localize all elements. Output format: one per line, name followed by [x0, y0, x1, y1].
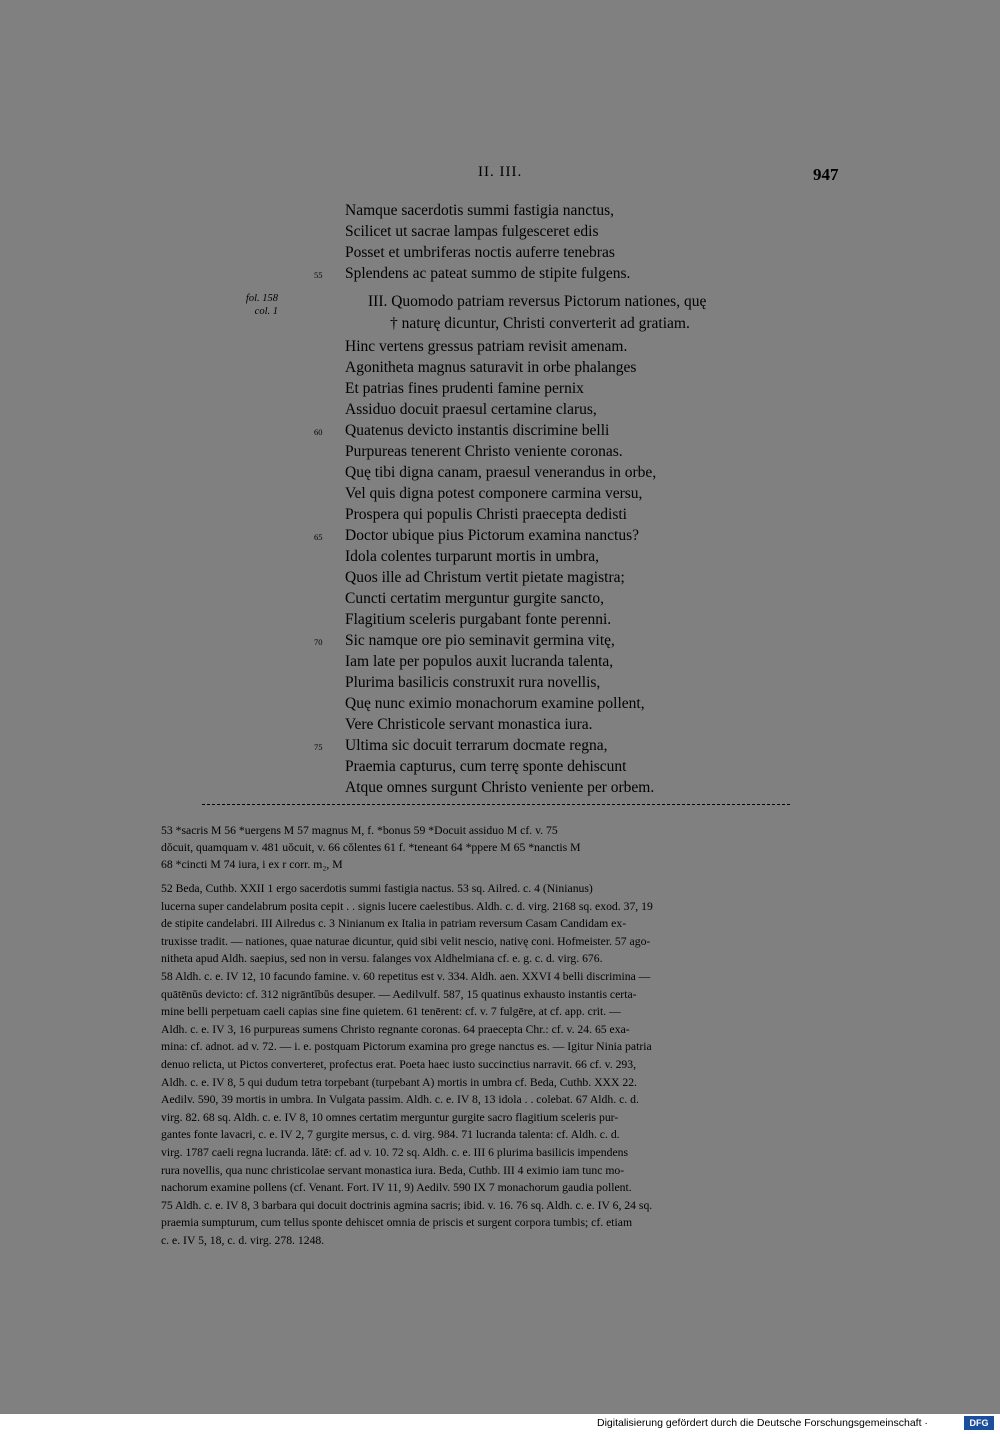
- apparatus-line: 68 *cincti M 74 iura, i ex r corr. m₂, M: [161, 858, 343, 871]
- source-line: 52 Beda, Cuthb. XXII 1 ergo sacerdotis summi fastigia nactus. 53 sq. Ailred. c. 4 (Ninianus): [161, 882, 593, 895]
- margin-note-column: col. 1: [254, 306, 278, 317]
- line-number: 70: [314, 637, 323, 647]
- verse-line: Et patrias fines prudenti famine pernix: [345, 380, 584, 397]
- verse-line: Quatenus devicto instantis discrimine belli: [345, 422, 610, 439]
- source-line: lucerna super candelabrum posita cepit . . signis lucere caelestibus. Aldh. c. d. virg. 2168 sq. exod. 37, 19: [161, 899, 653, 913]
- source-line: rura novellis, qua nunc christicolae servant monastica iura. Beda, Cuthb. III 4 eximio iam tunc mo-: [161, 1163, 625, 1177]
- verse-line: Scilicet ut sacrae lampas fulgesceret edis: [345, 223, 599, 240]
- verse-line: Posset et umbriferas noctis auferre tenebras: [345, 244, 615, 261]
- verse-line: Hinc vertens gressus patriam revisit amenam.: [345, 338, 628, 355]
- apparatus-line: 53 *sacris M 56 *uergens M 57 magnus M, f. *bonus 59 *Docuit assiduo M cf. v. 75: [161, 824, 558, 837]
- verse-line: Assiduo docuit praesul certamine clarus,: [345, 401, 597, 418]
- source-line: virg. 1787 caeli regna lucranda. lătē: cf. ad v. 10. 72 sq. Aldh. c. e. III 6 plurima basilicis impendens: [161, 1146, 629, 1159]
- funding-credit: Digitalisierung gefördert durch die Deutsche Forschungsgemeinschaft ·: [597, 1417, 928, 1429]
- source-line: 75 Aldh. c. e. IV 8, 3 barbara qui docuit doctrinis agmina sacris; ibid. v. 16. 76 sq. Aldh. c. e. IV 6, 24 sq.: [161, 1198, 653, 1212]
- dfg-logo-icon: DFG: [964, 1416, 994, 1430]
- line-number: 60: [314, 427, 323, 437]
- source-line: praemia sumpturum, cum tellus sponte dehiscet omnia de priscis et surgent corpora tumbis; cf. etiam: [161, 1216, 633, 1230]
- verse-line: Doctor ubique pius Pictorum examina nanctus?: [345, 527, 640, 544]
- apparatus-divider: [202, 804, 790, 805]
- source-line: Aldh. c. e. IV 8, 5 qui dudum tetra torpebant (turpebant A) mortis in umbra cf. Beda, Cuthb. XXX 22.: [161, 1075, 637, 1089]
- verse-line: Iam late per populos auxit lucranda talenta,: [345, 653, 614, 670]
- source-line: Aedilv. 590, 39 mortis in umbra. In Vulgata passim. Aldh. c. e. IV 8, 13 idola . . colebat. 67 Aldh. c. d.: [161, 1093, 639, 1107]
- verse-line: Purpureas tenerent Christo veniente coronas.: [345, 443, 623, 460]
- verse-line: Prospera qui populis Christi praecepta dedisti: [345, 506, 627, 523]
- verse-line: Plurima basilicis construxit rura novellis,: [345, 674, 601, 691]
- verse-line: Vel quis digna potest componere carmina versu,: [345, 485, 643, 502]
- verse-line: Idola colentes turparunt mortis in umbra,: [345, 548, 599, 565]
- verse-line: Quos ille ad Christum vertit pietate magistra;: [345, 569, 625, 586]
- source-line: de stipite candelabri. III Ailredus c. 3 Ninianum ex Italia in patriam reversum Casam Candidam ex-: [161, 917, 627, 931]
- source-line: quātēnŭs devicto: cf. 312 nigrāntĭbŭs desuper. — Aedilvulf. 587, 15 quatinus exhausto instantis certa-: [161, 987, 637, 1001]
- verse-line: Splendens ac pateat summo de stipite fulgens.: [345, 265, 631, 282]
- verse-line: Cuncti certatim merguntur gurgite sancto,: [345, 590, 604, 607]
- verse-line: Sic namque ore pio seminavit germina vitę,: [345, 632, 615, 649]
- source-line: 58 Aldh. c. e. IV 12, 10 facundo famine. v. 60 repetitus est v. 334. Aldh. aen. XXVI 4 belli discrimina —: [161, 970, 651, 983]
- margin-note-folio: fol. 158: [245, 293, 278, 304]
- verse-line: Quę tibi digna canam, praesul venerandus in orbe,: [345, 464, 657, 481]
- source-line: mina: cf. adnot. ad v. 72. — i. e. postquam Pictorum examina pro grege nanctus es. — Igitur Ninia patria: [161, 1040, 652, 1054]
- chapter-heading: III. Quomodo patriam reversus Pictorum nationes, quę: [368, 293, 707, 310]
- line-number: 65: [314, 532, 323, 542]
- line-number: 75: [314, 742, 323, 752]
- source-line: gantes fonte lavacri, c. e. IV 2, 7 gurgite mersus, c. d. virg. 984. 71 lucranda talenta: cf. Aldh. c. d.: [161, 1128, 620, 1142]
- source-line: Aldh. c. e. IV 3, 16 purpureas sumens Christo regnante coronas. 64 praecepta Chr.: cf. v. 24. 65 exa-: [161, 1022, 630, 1036]
- source-line: denuo relicta, ut Pictos converteret, profectus erat. Poeta haec iusto succinctius narravit. 66 cf. v. 293,: [161, 1058, 637, 1071]
- source-line: nitheta apud Aldh. saepius, sed non in versu. falanges vox Aldhelmiana cf. e. g. c. d. virg. 676.: [161, 952, 603, 966]
- verse-line: Agonitheta magnus saturavit in orbe phalanges: [345, 359, 637, 376]
- verse-line: Ultima sic docuit terrarum docmate regna,: [345, 737, 608, 754]
- line-number: 55: [314, 270, 323, 280]
- source-line: truxisse tradit. — nationes, quae naturae dicuntur, quid sibi velit nescio, nativę coni. Hofmeister. 57 ago-: [161, 934, 651, 948]
- chapter-heading-cont: † naturę dicuntur, Christi converterit ad gratiam.: [390, 315, 690, 332]
- source-line: nachorum examine pollens (cf. Venant. Fort. IV 11, 9) Aedilv. 590 IX 7 monachorum gaudia pollent.: [161, 1181, 632, 1195]
- source-line: c. e. IV 5, 18, c. d. virg. 278. 1248.: [161, 1234, 325, 1247]
- verse-line: Namque sacerdotis summi fastigia nanctus,: [345, 202, 615, 219]
- source-line: virg. 82. 68 sq. Aldh. c. e. IV 8, 10 omnes certatim merguntur gurgite sacro flagitium sceleris pur-: [161, 1110, 619, 1124]
- running-header: II. III.: [478, 164, 523, 180]
- verse-line: Atque omnes surgunt Christo veniente per orbem.: [345, 779, 655, 796]
- verse-line: Praemia capturus, cum terrę sponte dehiscunt: [345, 758, 627, 775]
- apparatus-line: dŏcuit, quamquam v. 481 uŏcuit, v. 66 cŏlentes 61 f. *teneant 64 *ppere M 65 *nanctis M: [161, 841, 581, 854]
- page-number: 947: [813, 165, 839, 184]
- verse-line: Quę nunc eximio monachorum examine pollent,: [345, 695, 645, 712]
- verse-line: Vere Christicole servant monastica iura.: [345, 716, 593, 733]
- verse-line: Flagitium sceleris purgabant fonte perenni.: [345, 611, 612, 628]
- source-line: mine belli perpetuam caeli capias sine fine quietem. 61 tenērent: cf. v. 7 fulgēre, at cf. app. crit. —: [161, 1005, 621, 1019]
